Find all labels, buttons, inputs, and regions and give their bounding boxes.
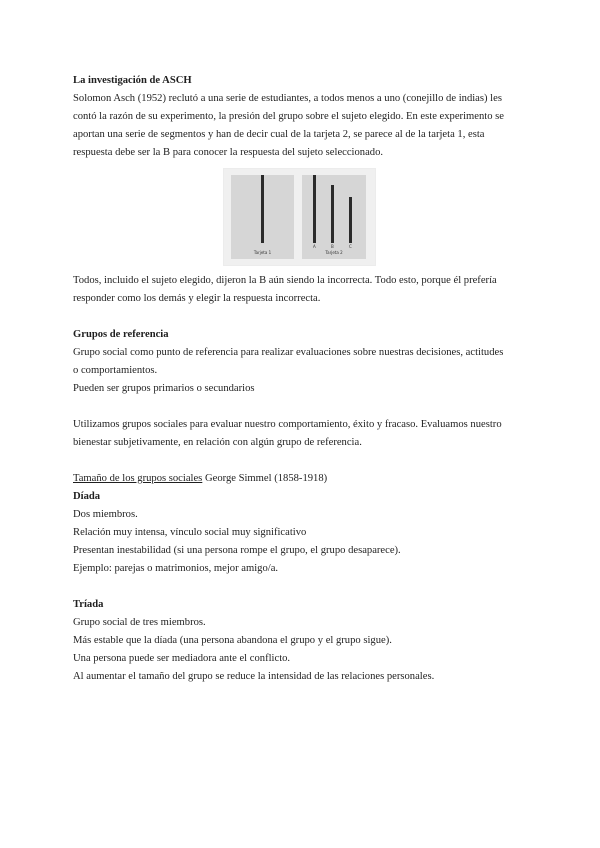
paragraph-line: Relación muy intensa, vínculo social muy significativo xyxy=(73,527,307,538)
line-b xyxy=(331,185,334,243)
paragraph-line: o comportamientos. xyxy=(73,365,158,376)
asch-title: La investigación de ASCH xyxy=(73,75,192,86)
letter-a: A xyxy=(313,244,316,249)
reference-line xyxy=(261,175,264,243)
line-c xyxy=(349,197,352,243)
paragraph-line: Pueden ser grupos primarios o secundarios xyxy=(73,383,255,394)
letter-b: B xyxy=(331,244,334,249)
card-2-label: Tarjeta 2 xyxy=(325,250,343,255)
paragraph-line: Al aumentar el tamaño del grupo se reduce la intensidad de las relaciones personales. xyxy=(73,671,435,682)
paragraph-line: Grupo social como punto de referencia para realizar evaluaciones sobre nuestras decisiones, actitudes xyxy=(73,347,504,358)
card-2 xyxy=(302,175,366,259)
paragraph-line: Todos, incluido el sujeto elegido, dijeron la B aún siendo la incorrecta. Todo esto, porque él prefería xyxy=(73,275,497,286)
paragraph-line: Más estable que la díada (una persona abandona el grupo y el grupo sigue). xyxy=(73,635,392,646)
document-page xyxy=(73,72,533,686)
paragraph-line: bienestar subjetivamente, en relación con algún grupo de referencia. xyxy=(73,437,362,448)
paragraph-line: responder como los demás y elegir la respuesta incorrecta. xyxy=(73,293,321,304)
asch-cards-figure xyxy=(223,168,376,266)
paragraph-line: Grupo social de tres miembros. xyxy=(73,617,206,628)
paragraph-line: Ejemplo: parejas o matrimonios, mejor amigo/a. xyxy=(73,563,279,574)
paragraph-line: aportan una serie de segmentos y han de decir cual de la tarjeta 2, se parece al de la tarjeta 1, esta xyxy=(73,129,485,140)
card-1-label: Tarjeta 1 xyxy=(253,250,272,255)
paragraph-line: respuesta debe ser la B para conocer la respuesta del sujeto seleccionado. xyxy=(73,147,384,158)
paragraph-line: Dos miembros. xyxy=(73,509,138,520)
paragraph-line: Una persona puede ser mediadora ante el conflicto. xyxy=(73,653,291,664)
paragraph-line: Presentan inestabilidad (si una persona rompe el grupo, el grupo desaparece). xyxy=(73,545,401,556)
letter-c: C xyxy=(349,244,352,249)
paragraph-line: contó la razón de su experimento, la presión del grupo sobre el sujeto elegido. En este experimento se xyxy=(73,111,504,122)
card-1 xyxy=(231,175,294,259)
line-a xyxy=(313,175,316,243)
group-size-underlined: Tamaño de los grupos sociales xyxy=(73,473,203,484)
group-size-heading xyxy=(73,470,533,488)
diada-title: Díada xyxy=(73,491,101,502)
grupos-referencia-title: Grupos de referencia xyxy=(73,329,169,340)
group-size-author: George Simmel (1858-1918) xyxy=(202,473,328,484)
paragraph-line: Utilizamos grupos sociales para evaluar nuestro comportamiento, éxito y fracaso. Evaluamos nuestro xyxy=(73,419,502,430)
paragraph-line: Solomon Asch (1952) reclutó a una serie de estudiantes, a todos menos a uno (conejillo de indias) les xyxy=(73,93,502,104)
triada-title: Tríada xyxy=(73,599,104,610)
